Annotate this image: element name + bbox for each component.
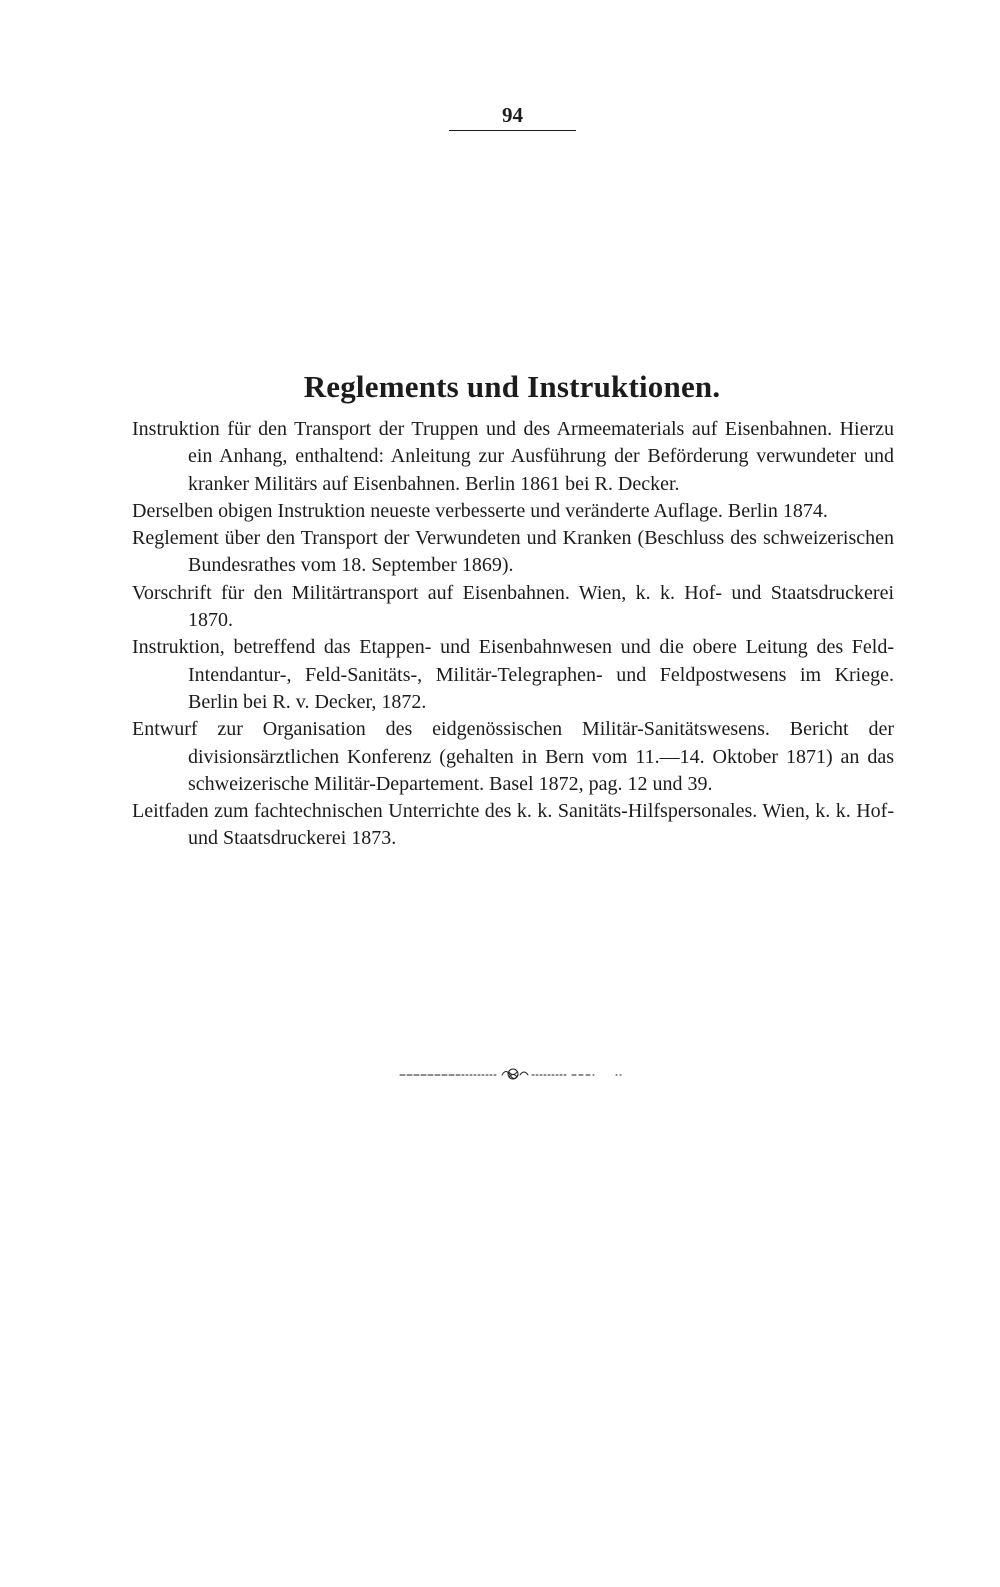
bibliography-entry: Leitfaden zum fachtechnischen Unterrichte des k. k. Sanitäts-Hilfspersonales. Wien, k. k. Hof- und Staatsdruckerei 1873. xyxy=(132,800,894,850)
bibliography-entry: Derselben obigen Instruktion neueste verbesserte und veränderte Auflage. Berlin 1874. xyxy=(132,499,828,522)
end-of-section-flourish-icon xyxy=(398,1063,628,1085)
page-number: 94 xyxy=(502,103,523,127)
bibliography-entry: Vorschrift für den Militärtransport auf Eisenbahnen. Wien, k. k. Hof- und Staatsdruckerei 1870. xyxy=(132,581,894,632)
bibliography-entry: Instruktion für den Transport der Truppen und des Armeematerials auf Eisenbahnen. Hierzu ein Anhang, enthaltend: Anleitung zur Ausführung der Beförderung verwundeter und kranker Militärs auf Eisenbahnen. Berlin 1861 bei R. Decker. xyxy=(132,418,894,495)
section-heading: Reglements und Instruktionen. xyxy=(303,368,721,404)
bibliography-entry: Instruktion, betreffend das Etappen- und Eisenbahnwesen und die obere Leitung des Feld-Intendantur-, Feld-Sanitäts-, Militär-Telegraphen- und Feldpostwesens im Kriege. Berlin bei R. v. Decker, 1872. xyxy=(132,636,894,713)
bibliography-entry: Entwurf zur Organisation des eidgenössischen Militär-Sanitätswesens. Bericht der divisionsärztlichen Konferenz (gehalten in Bern vom 11.—14. Oktober 1871) an das schweizerische Militär-Departement. Basel 1872, pag. 12 und 39. xyxy=(132,718,894,795)
bibliography-entry: Reglement über den Transport der Verwundeten und Kranken (Beschluss des schweizerischen Bundesrathes vom 18. September 1869). xyxy=(132,527,894,577)
page-number-rule xyxy=(449,130,576,131)
bibliography-list xyxy=(132,416,894,853)
